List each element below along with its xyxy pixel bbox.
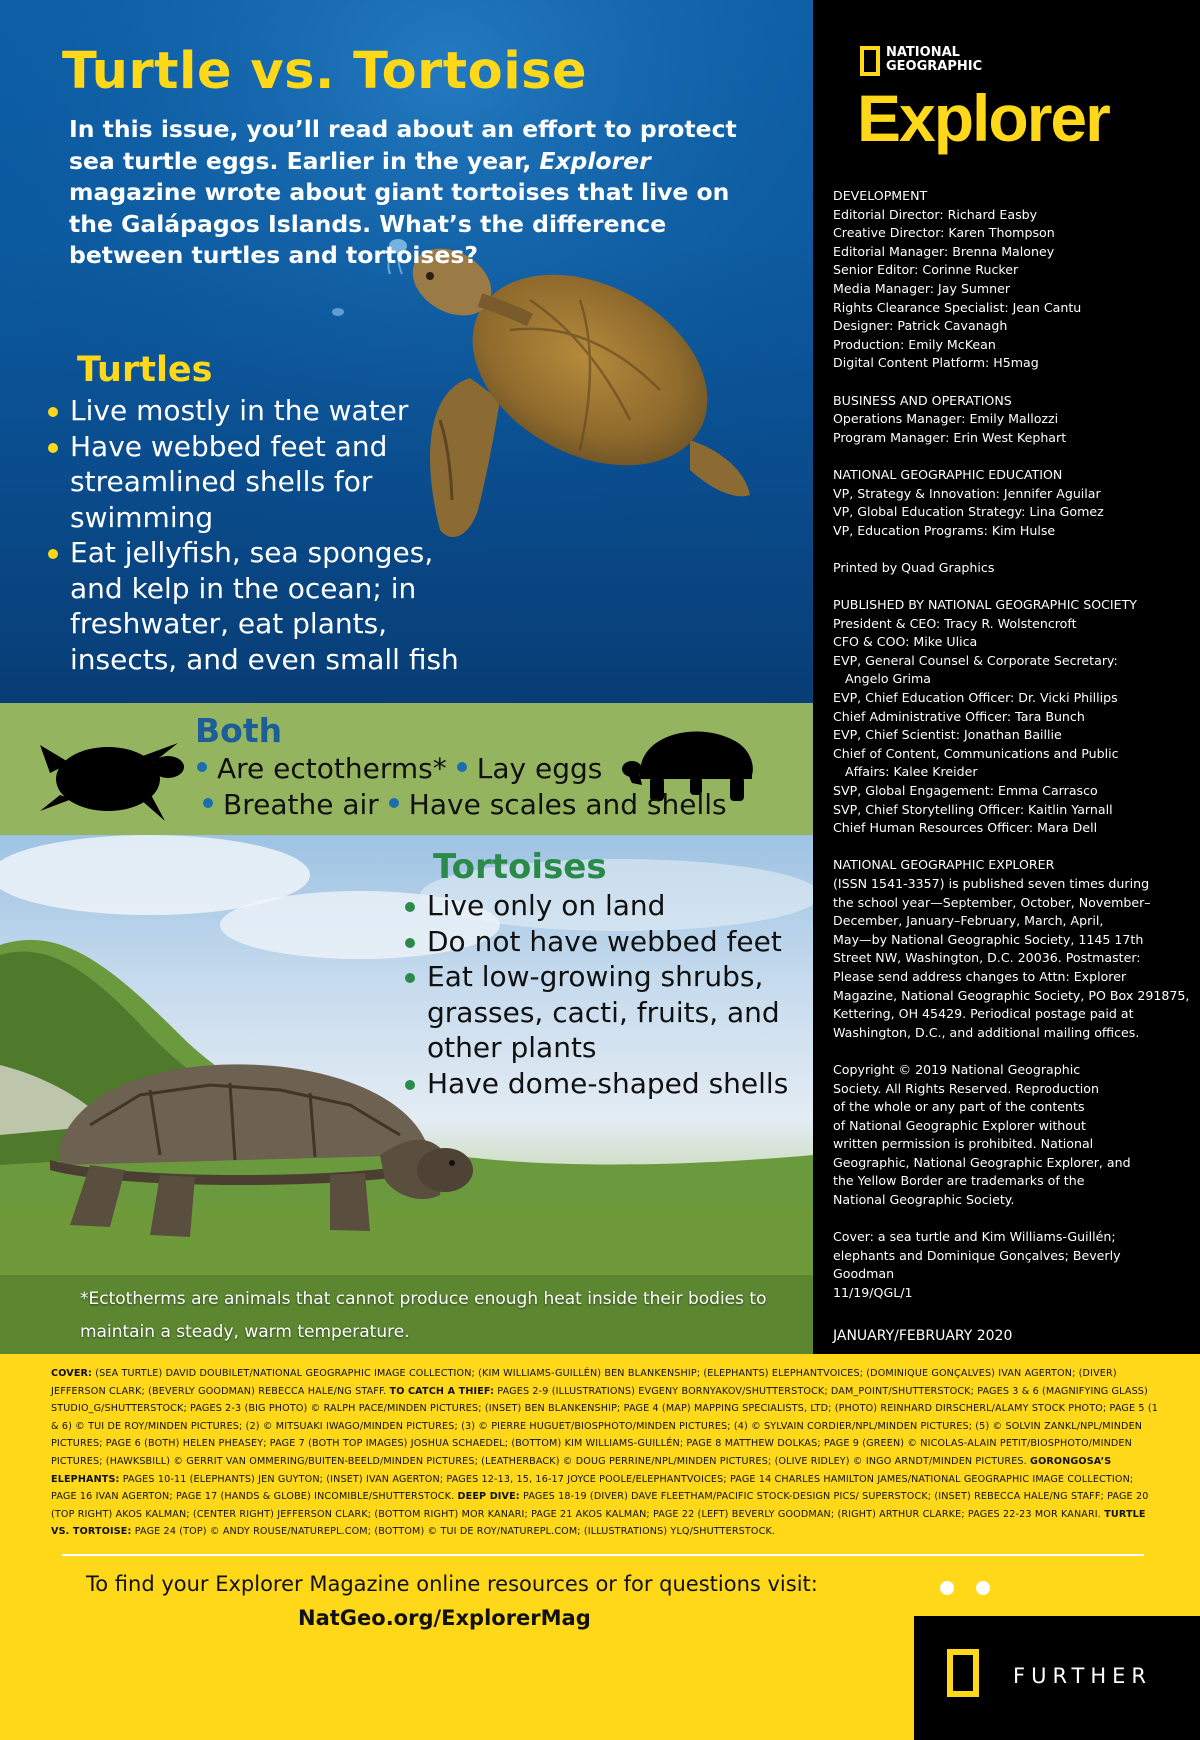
sea-turtle-section <box>0 0 813 703</box>
intro-magazine-name: Explorer <box>539 146 651 175</box>
resources-link[interactable]: NatGeo.org/ExplorerMag <box>298 1606 591 1630</box>
credit-group-printer: Printed by Quad Graphics <box>833 559 995 575</box>
further-wordmark: FURTHER <box>1013 1664 1152 1688</box>
list-item: Live only on land <box>405 888 805 924</box>
page-title: Turtle vs. Tortoise <box>62 42 588 101</box>
national-geographic-border-logo <box>860 46 880 76</box>
tortoises-list <box>405 888 805 1101</box>
bullet-dot <box>389 798 399 808</box>
photo-credits: COVER: (SEA TURTLE) DAVID DOUBILET/NATIONAL GEOGRAPHIC IMAGE COLLECTION; (KIM WILLIAMS-GUILLÉN) BEN BLANKENSHIP; (ELEPHANTS) ELEPHANTVOICES; (DOMINIQUE GONÇALVES) IVAN AGERTON; (DIVER) JEFFERSON CLARK; (BEVERLY GOODMAN) REBECCA HALE/NG STAFF. TO CATCH A THIEF: PAGES 2-9 (ILLUSTRATIONS) EVGENY BORNYAKOV/SHUTTERSTOCK; DAM_POINT/SHUTTERSTOCK; PAGES 3 & 6 (MAGNIFYING GLASS) STUDIO_G/SHUTTERSTOCK; PAGES 2-3 (BIG PHOTO) © RALPH PACE/MINDEN PICTURES; (INSET) BEN BLANKENSHIP; PAGE 4 (MAP) MAPPING SPECIALISTS, LTD; (PHOTO) REINHARD DIRSCHERL/ALAMY STOCK PHOTO; PAGE 5 (1 & 6) © TUI DE ROY/MINDEN PICTURES; (2) © MITSUAKI IWAGO/MINDEN PICTURES; (3) © PIERRE HUGUET/BIOSPHOTO/MINDEN PICTURES; (4) © SYLVAIN CORDIER/NPL/MINDEN PICTURES; (5) © SOLVIN ZANKL/NPL/MINDEN PICTURES; PAGE 6 (BOTH) HELEN PHEASEY; PAGE 7 (BOTH TOP IMAGES) JOSHUA SCHAEDEL; (BOTTOM) KIM WILLIAMS-GUILLÉN; PAGE 8 MATTHEW DOLKAS; PAGE 9 (GREEN) © NICOLAS-ALAIN PETIT/BIOSPHOTO/MINDEN PICTURES; (HAWKSBILL) © GERRIT VAN OMMERING/BUITEN-BEELD/MINDEN PICTURES; (LEATHERBACK) © DOUG PERRINE/NPL/MINDEN PICTURES; (OLIVE RIDLEY) © INGO ARNDT/MINDEN PICTURES. GORONGOSA’S ELEPHANTS: PAGES 10-11 (ELEPHANTS) JEN GUYTON; (INSET) IVAN AGERTON; PAGES 12-13, 15, 16-17 JOYCE POOLE/ELEPHANTVOICES; PAGE 14 CHARLES HAMILTON JAMES/NATIONAL GEOGRAPHIC IMAGE COLLECTION; PAGE 16 IVAN AGERTON; PAGE 17 (HANDS & GLOBE) INCOMIBLE/SHUTTERSTOCK. DEEP DIVE: PAGES 18-19 (DIVER) DAVE FLEETHAM/PACIFIC STOCK-DESIGN PICS/ SUPERSTOCK; (INSET) REBECCA HALE/NG STAFF; PAGE 20 (TOP RIGHT) AKOS KALMAN; (CENTER RIGHT) JEFFERSON CLARK; (BOTTOM RIGHT) MOR KANARI; PAGE 21 AKOS KALMAN; PAGE 22 (LEFT) BEVERLY GOODMAN; (RIGHT) ARTHUR CLARKE; PAGES 22-23 MOR KANARI. TURTLE VS. TORTOISE: PAGE 24 (TOP) © ANDY ROUSE/NATUREPL.COM; (BOTTOM) © TUI DE ROY/NATUREPL.COM; (ILLUSTRATIONS) YLQ/SHUTTERSTOCK. <box>51 1368 1159 1538</box>
list-item: Have scales and shells <box>408 788 727 821</box>
resources-prompt: To find your Explorer Magazine online resources or for questions visit: <box>86 1572 818 1596</box>
list-item: Eat low-growing shrubs, grasses, cacti, fruits, and other plants <box>405 959 805 1066</box>
turtles-heading: Turtles <box>77 350 213 390</box>
further-badge <box>914 1616 1200 1740</box>
credit-group-cover: Cover: a sea turtle and Kim Williams-Guillén; elephants and Dominique Gonçalves; Beverly Goodman 11/19/QGL/1 <box>833 1229 1121 1301</box>
credit-group-business: BUSINESS AND OPERATIONS Operations Manager: Emily Mallozzi Program Manager: Erin West Kephart <box>833 392 1067 445</box>
turtles-list <box>48 393 478 677</box>
intro-paragraph: In this issue, you’ll read about an effort to protect sea turtle eggs. Earlier in the year, Explorer magazine wrote about giant tortoises that live on the Galápagos Islands. What’s the difference between turtles and tortoises? <box>69 115 737 269</box>
both-row-2 <box>203 788 727 821</box>
list-item: Have dome-shaped shells <box>405 1066 805 1102</box>
list-item: Do not have webbed feet <box>405 924 805 960</box>
issue-date: JANUARY/FEBRUARY 2020 <box>833 1328 1013 1344</box>
credit-group-development: DEVELOPMENT Editorial Director: Richard Easby Creative Director: Karen Thompson Editorial Manager: Brenna Maloney Senior Editor: Corinne Rucker Media Manager: Jay Sumner Rights Clearance Specialist: Jean Cantu Designer: Patrick Cavanagh Production: Emily McKean Digital Content Platform: H5mag <box>833 188 1082 371</box>
both-heading: Both <box>195 711 283 750</box>
both-row-1 <box>197 752 602 785</box>
bullet-dot <box>457 762 467 772</box>
list-item: Are ectotherms* <box>217 752 447 785</box>
bullet-dot <box>197 762 207 772</box>
list-item: Live mostly in the water <box>48 393 478 429</box>
credit-group-society: PUBLISHED BY NATIONAL GEOGRAPHIC SOCIETY President & CEO: Tracy R. Wolstencroft CFO & COO: Mike Ulica EVP, General Counsel & Corporate Secretary: Angelo Grima EVP, Chief Education Officer: Dr. Vicki Phillips Chief Administrative Officer: Tara Bunch EVP, Chief Scientist: Jonathan Baillie Chief of Content, Communications and Public Affairs: Kalee Kreider SVP, Global Engagement: Emma Carrasco SVP, Chief Storytelling Officer: Kaitlin Yarnall Chief Human Resources Officer: Mara Dell <box>833 597 1137 836</box>
bullet-dot <box>203 798 213 808</box>
credit-group-education: NATIONAL GEOGRAPHIC EDUCATION VP, Strategy & Innovation: Jennifer Aguilar VP, Global Education Strategy: Lina Gomez VP, Education Programs: Kim Hulse <box>833 466 1104 538</box>
turtle-silhouette-icon <box>40 743 184 821</box>
credit-group-publication: NATIONAL GEOGRAPHIC EXPLORER (ISSN 1541-3357) is published seven times during the school year—September, October, November– December, January–February, March, April, May—by National Geographic Society, 1145 17th Street NW, Washington, D.C. 20036. Postmaster: Please send address changes to Attn: Explorer Magazine, National Geographic Society, PO Box 291875, Kettering, OH 45429. Periodical postage paid at Washington, D.C., and additional mailing offices. <box>833 857 1190 1040</box>
magazine-name: Explorer <box>857 81 1109 155</box>
list-item: Lay eggs <box>476 752 603 785</box>
tortoise-section <box>0 835 813 1354</box>
masthead <box>813 0 1200 1354</box>
national-geographic-border-logo <box>946 1648 982 1698</box>
staff-credits <box>833 187 1193 1321</box>
decorative-dot <box>976 1581 990 1595</box>
ectotherm-footnote: *Ectotherms are animals that cannot produce enough heat inside their bodies to maintain a steady, warm temperature. <box>80 1289 767 1342</box>
brand-name: NATIONAL GEOGRAPHIC <box>886 45 983 74</box>
list-item: Eat jellyfish, sea sponges, and kelp in the ocean; in freshwater, eat plants, insects, and even small fish <box>48 535 478 677</box>
both-section <box>0 703 813 835</box>
list-item: Have webbed feet and streamlined shells for swimming <box>48 429 478 536</box>
tortoises-heading: Tortoises <box>433 847 607 887</box>
credit-group-copyright: Copyright © 2019 National Geographic Society. All Rights Reserved. Reproduction of the whole or any part of the contents of National Geographic Explorer without written permission is prohibited. National Geographic, National Geographic Explorer, and the Yellow Border are trademarks of the National Geographic Society. <box>833 1061 1131 1208</box>
footer <box>0 1354 1200 1740</box>
list-item: Breathe air <box>223 788 379 821</box>
decorative-dot <box>940 1581 954 1595</box>
divider <box>62 1554 1144 1556</box>
